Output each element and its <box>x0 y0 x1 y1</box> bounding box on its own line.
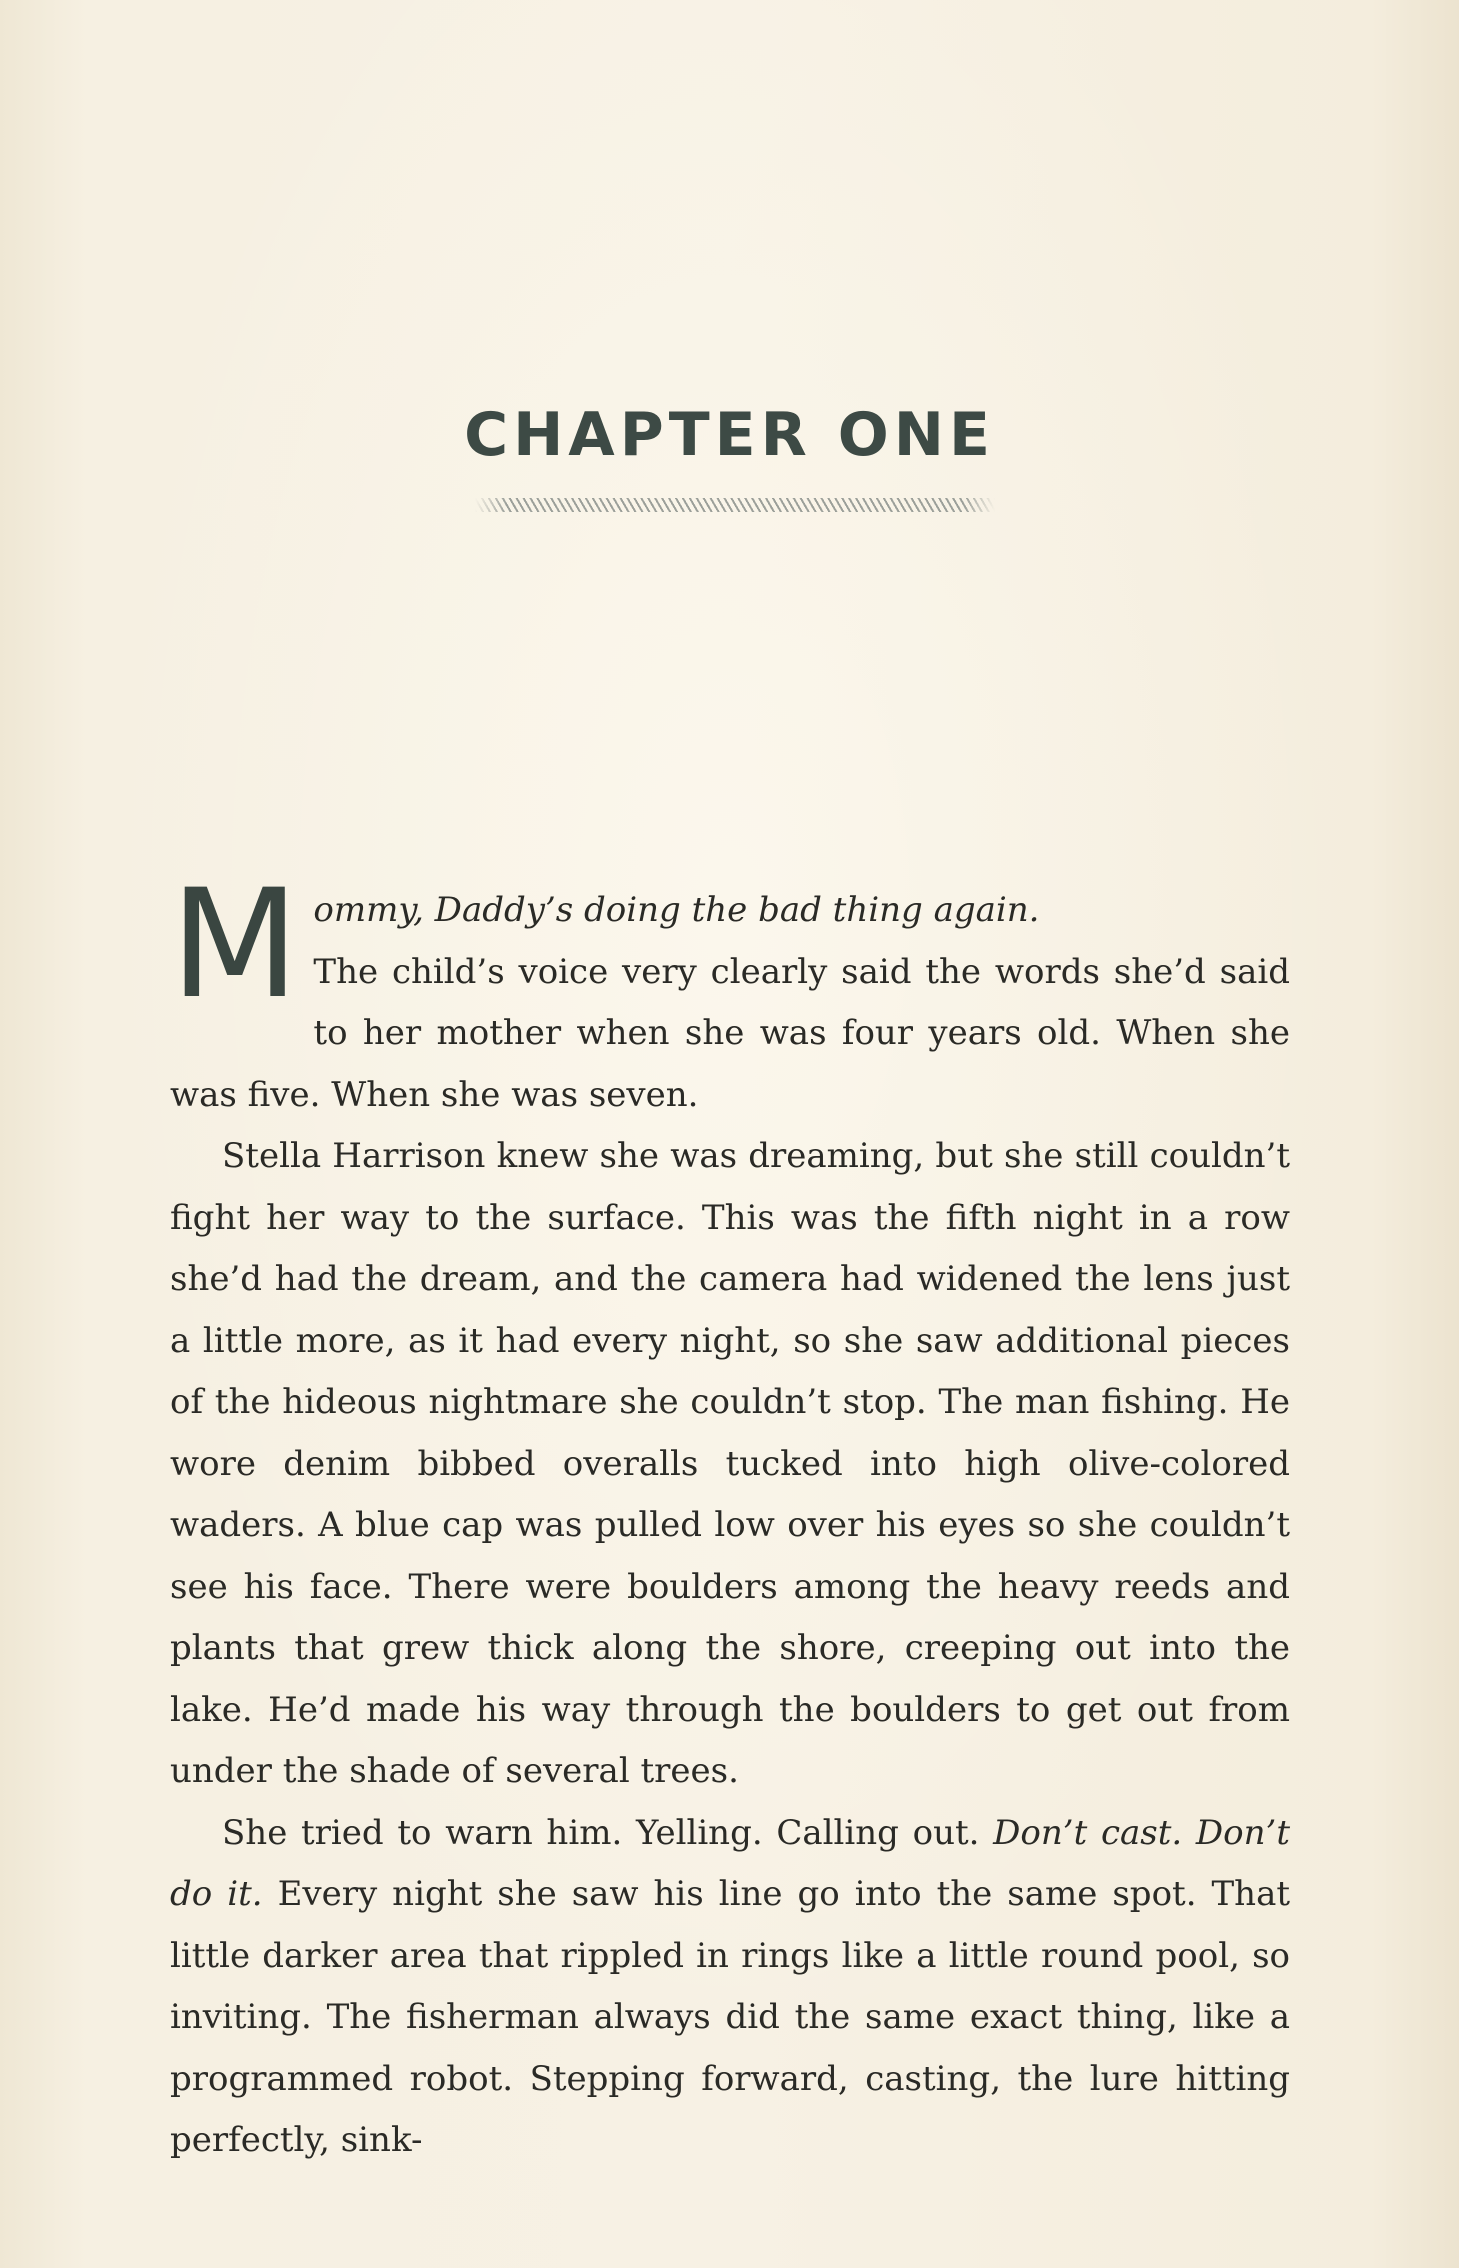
chapter-ornament-rule <box>475 498 995 512</box>
opening-italic-line: ommy, Daddy’s doing the bad thing again. <box>313 890 1040 930</box>
chapter-text <box>170 858 1291 2172</box>
paragraph-3-italic: Don’t cast. Don’t do it. <box>170 1812 1290 1914</box>
chapter-title: CHAPTER ONE <box>464 400 995 470</box>
drop-cap: M <box>170 858 300 1032</box>
paragraph-1: The child’s voice very clearly said the words she’d said to her mother when she was four years old. When she was five. When she was seven. <box>170 951 1290 1115</box>
paragraph-3-start: She tried to warn him. Yelling. Calling out. <box>222 1812 994 1853</box>
opening-paragraph <box>170 858 1290 1126</box>
paragraph-3 <box>170 1803 1290 2172</box>
paragraph-3-end: Every night she saw his line go into the same spot. That little darker area that rippled in rings like a little round pool, so inviting. The fisherman always did the same exact thing, like a programmed robot. Stepping forward, casting, the lure hitting perfectly, sink- <box>170 1874 1291 2160</box>
paragraph-2: Stella Harrison knew she was dreaming, but she still couldn’t fight her way to the surface. This was the fifth night in a row she’d had the dream, and the camera had widened the lens just a little more, as it had every night, so she saw additional pieces of the hideous nightmare she couldn’t stop. The man fishing. He wore denim bibbed overalls tucked into high olive-colored waders. A blue cap was pulled low over his eyes so she couldn’t see his face. There were boulders among the heavy reeds and plants that grew thick along the shore, creeping out into the lake. He’d made his way through the boulders to get out from under the shade of several trees. <box>170 1136 1290 1791</box>
